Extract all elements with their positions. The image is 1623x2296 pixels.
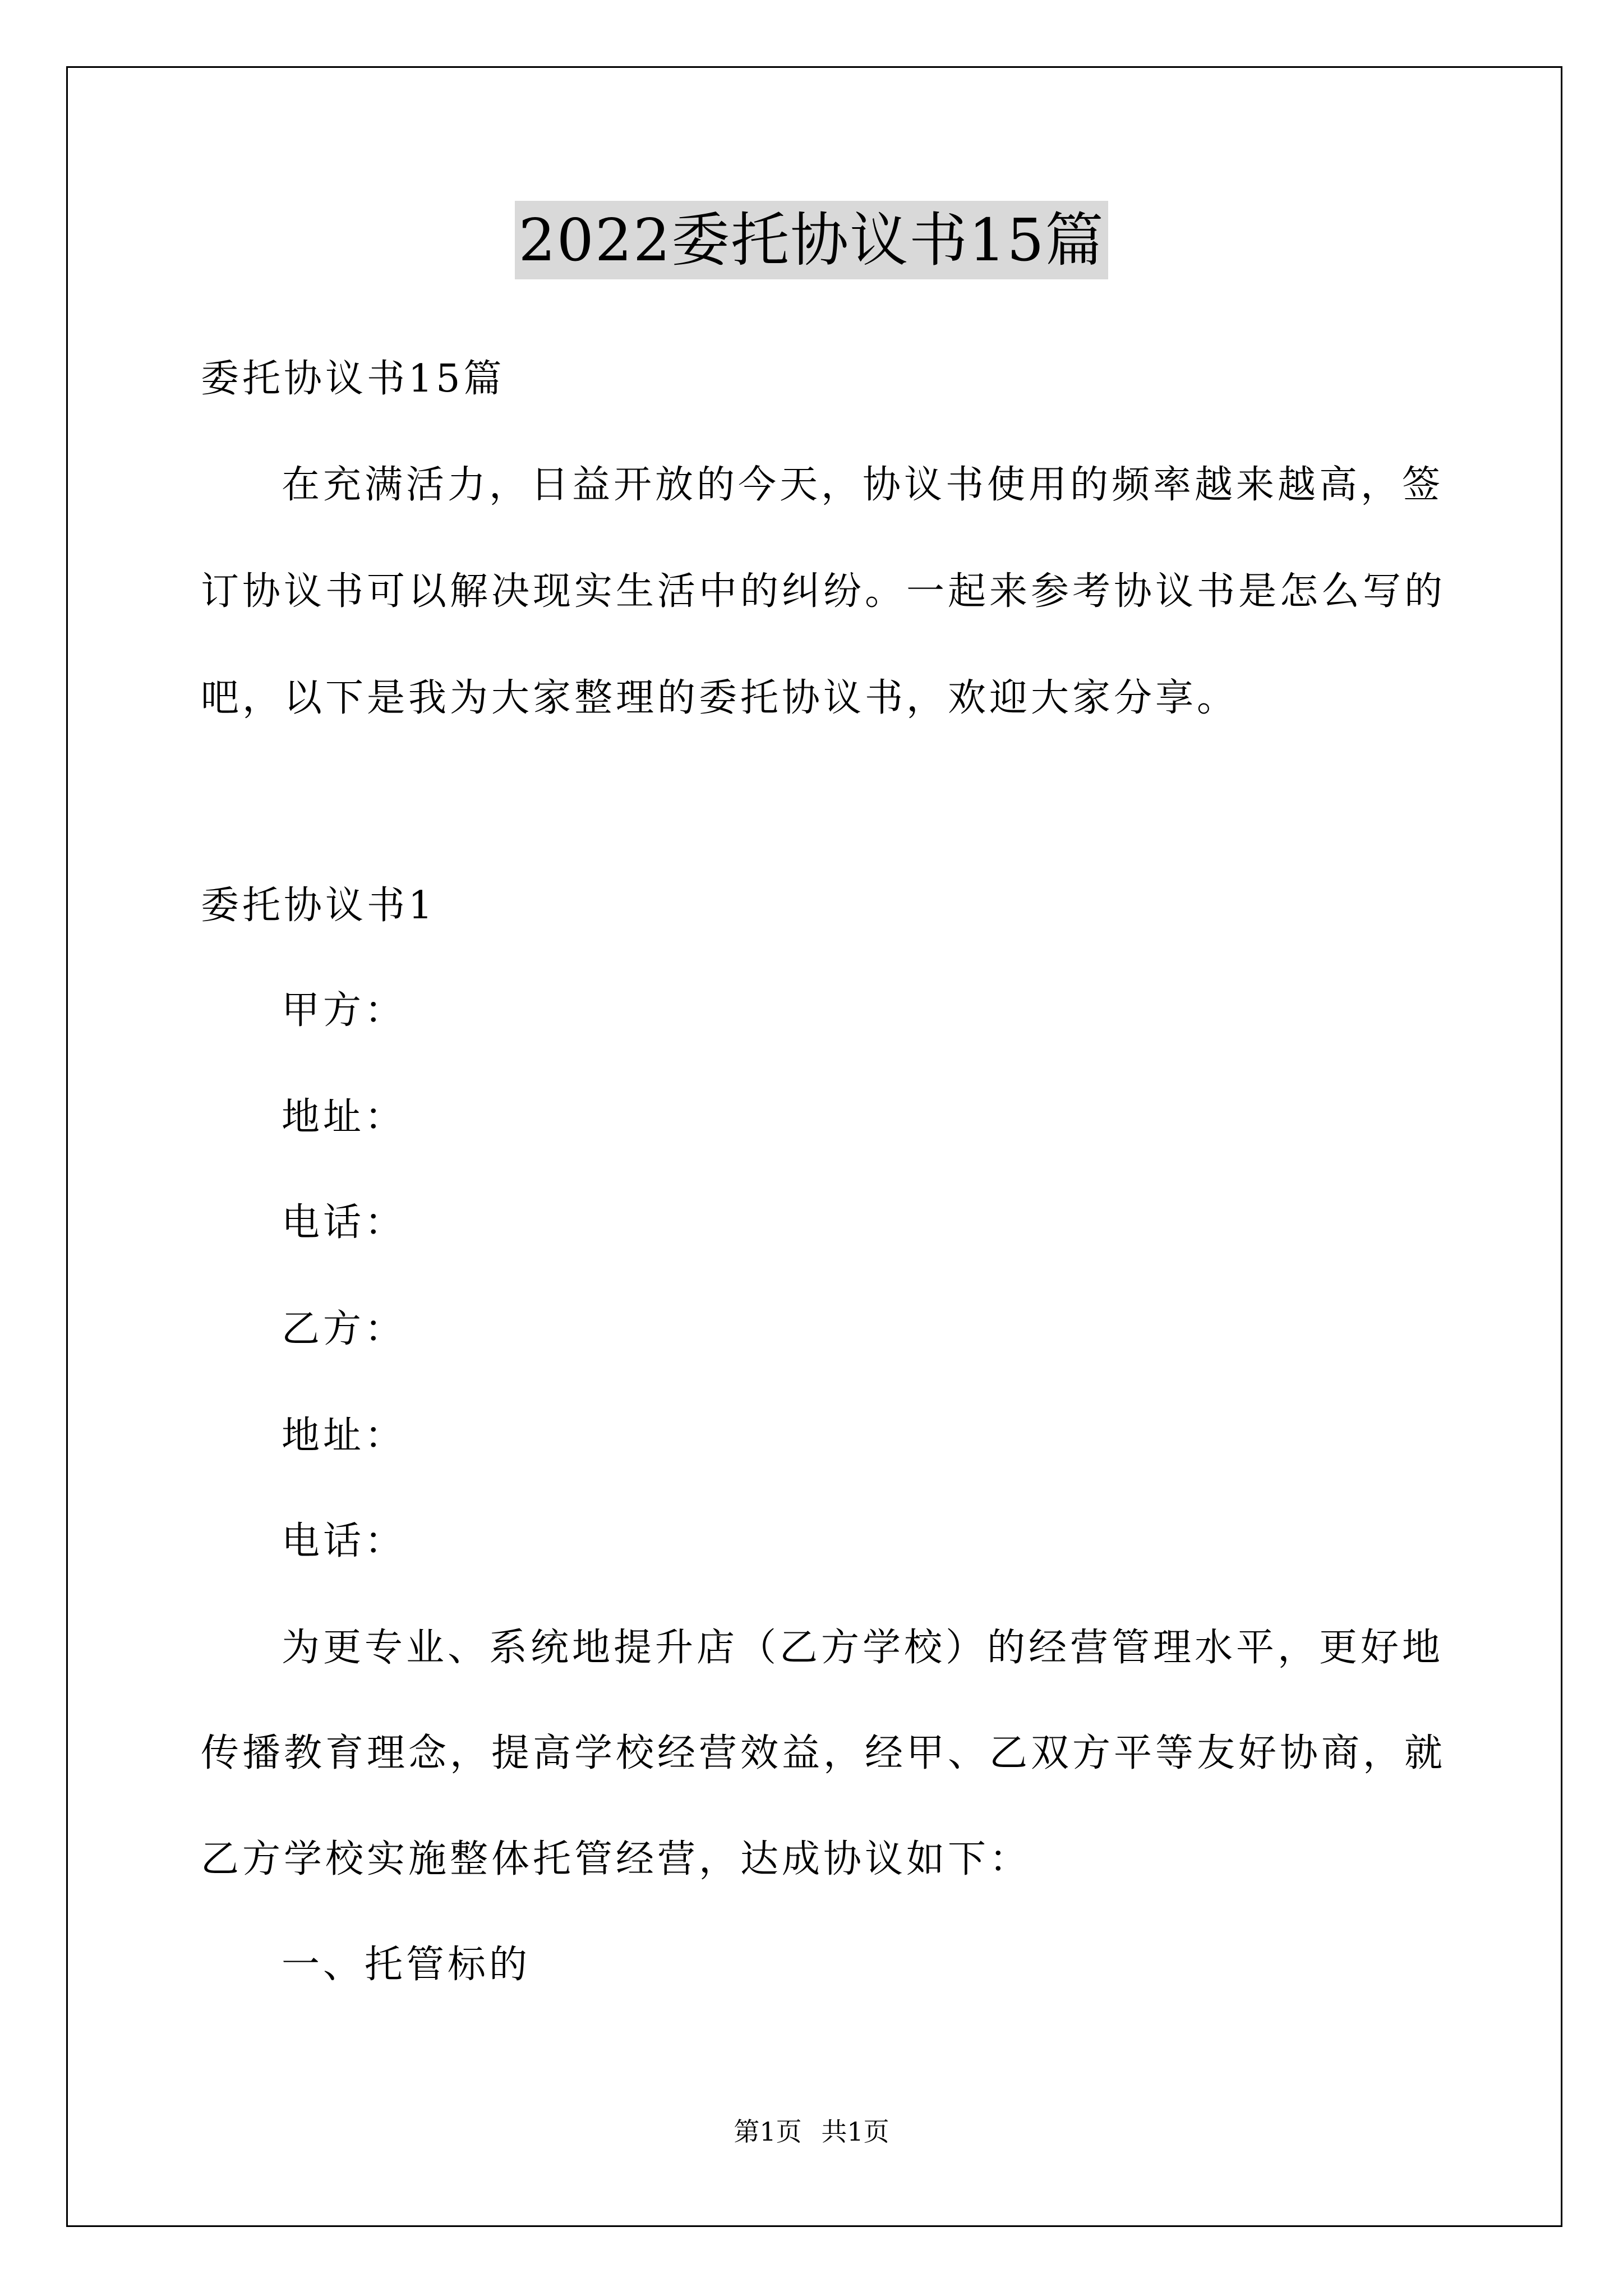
intro-line-1: 在充满活力，日益开放的今天，协议书使用的频率越来越高，签 [282, 463, 1444, 507]
field-party-b: 乙方： [282, 1307, 407, 1351]
title-container [0, 201, 1623, 279]
field-party-a: 甲方： [282, 988, 407, 1033]
intro-line-3: 吧，以下是我为大家整理的委托协议书，欢迎大家分享。 [201, 676, 1239, 720]
field-address-a: 地址： [282, 1095, 407, 1139]
field-address-b: 地址： [282, 1414, 407, 1458]
document-title: 2022委托协议书15篇 [515, 201, 1108, 279]
page-total: 共1页 [821, 2116, 889, 2147]
document-subtitle: 委托协议书15篇 [201, 357, 505, 401]
section-heading: 委托协议书1 [201, 884, 436, 928]
body-line-1: 为更专业、系统地提升店（乙方学校）的经营管理水平，更好地 [282, 1626, 1444, 1670]
page-number: 第1页 [734, 2116, 802, 2147]
field-phone-a: 电话： [282, 1200, 407, 1245]
field-phone-b: 电话： [282, 1519, 407, 1563]
body-line-2: 传播教育理念，提高学校经营效益，经甲、乙双方平等友好协商，就 [201, 1731, 1446, 1775]
intro-line-2: 订协议书可以解决现实生活中的纠纷。一起来参考协议书是怎么写的 [201, 569, 1446, 614]
body-line-3: 乙方学校实施整体托管经营，达成协议如下： [201, 1837, 1031, 1881]
clause-heading: 一、托管标的 [282, 1943, 531, 1987]
page-footer [0, 2115, 1623, 2148]
